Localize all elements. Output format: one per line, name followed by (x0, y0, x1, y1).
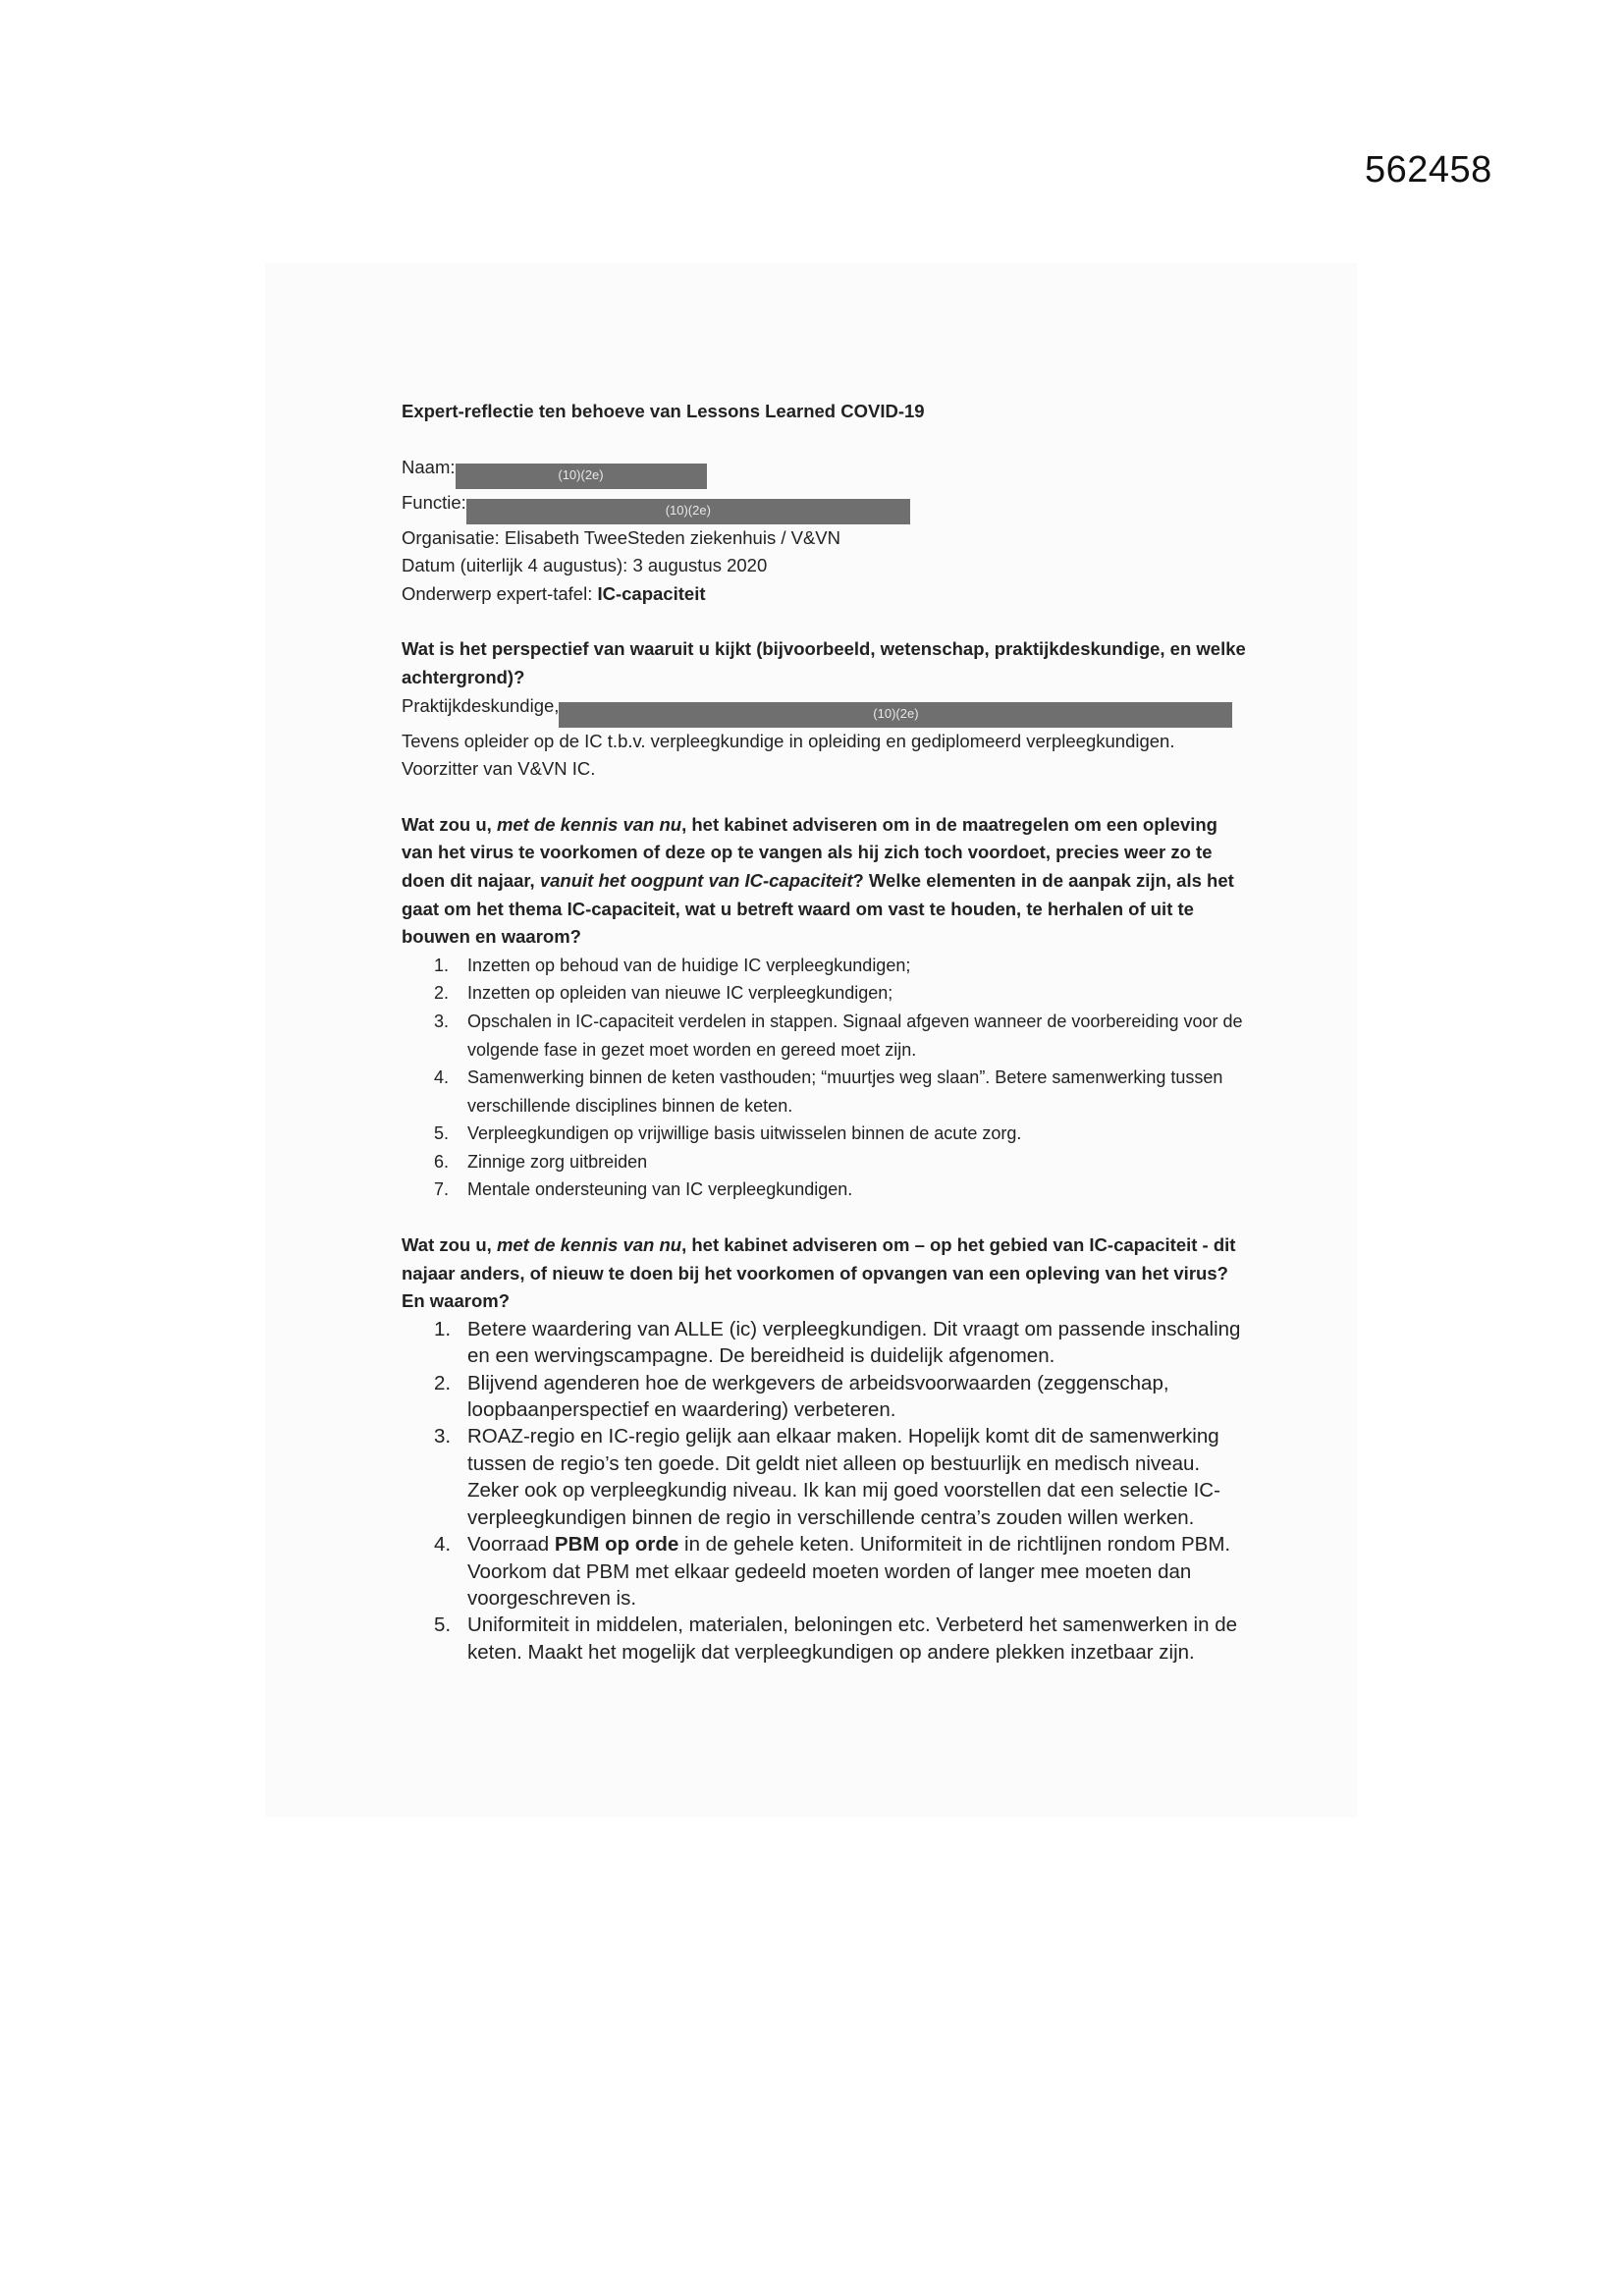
redaction-functie: (10)(2e) (466, 499, 910, 524)
list-text: Uniformiteit in middelen, materialen, beloningen etc. Verbeterd het samenwerken in de keten. Maakt het mogelijk dat verpleegkundigen op andere plekken inzetbaar zijn. (467, 1613, 1237, 1664)
q2-text-1: Wat zou u, (402, 813, 497, 835)
list-number: 1. (434, 955, 450, 975)
question-2 (402, 811, 1246, 952)
meta-block (402, 454, 1246, 609)
list-item (402, 1064, 1246, 1120)
q3-list (402, 1316, 1246, 1666)
list-item (402, 1175, 1246, 1204)
question-3 (402, 1231, 1246, 1316)
answer-1-line-1 (402, 692, 1246, 728)
list-item (402, 1612, 1246, 1666)
q2-text-3: ? Welke elementen in de aanpak zijn, als het gaat om het thema IC-capaciteit, wat u betreft waard om vast te houden, te herhalen of uit te bouwen en waarom? (402, 869, 1234, 948)
list-text: Zinnige zorg uitbreiden (467, 1151, 648, 1172)
organisatie-line: Organisatie: Elisabeth TweeSteden ziekenhuis / V&VN (402, 526, 840, 548)
list-text: Blijvend agenderen hoe de werkgevers de arbeidsvoorwaarden (zeggenschap, loopbaanperspectief en waardering) verbeteren. (467, 1371, 1169, 1422)
list-number: 5. (434, 1123, 450, 1144)
q3-text-1: Wat zou u, (402, 1234, 497, 1256)
list-number: 1. (434, 1317, 452, 1340)
redaction-praktijk: (10)(2e) (559, 702, 1232, 728)
list-text-pre: Voorraad (467, 1533, 555, 1557)
redaction-naam: (10)(2e) (456, 464, 707, 489)
question-1: Wat is het perspectief van waaruit u kijkt (bijvoorbeeld, wetenschap, praktijkdeskundige, en welke achtergrond)? (402, 638, 1246, 687)
list-item (402, 1370, 1246, 1424)
list-number: 3. (434, 1425, 452, 1449)
document-title: Expert-reflectie ten behoeve van Lessons Learned COVID-19 (402, 401, 925, 421)
onderwerp-label: Onderwerp expert-tafel: (402, 582, 598, 604)
naam-line (402, 454, 1246, 489)
list-number: 2. (434, 1371, 452, 1394)
list-text: Mentale ondersteuning van IC verpleegkundigen. (467, 1179, 853, 1200)
list-number: 3. (434, 1011, 450, 1031)
list-number: 2. (434, 983, 450, 1004)
list-text: Betere waardering van ALLE (ic) verpleegkundigen. Dit vraagt om passende inschaling en een wervingscampagne. De bereidheid is duidelijk afgenomen. (467, 1317, 1241, 1368)
list-text: Inzetten op behoud van de huidige IC verpleegkundigen; (467, 955, 911, 975)
list-item (402, 1316, 1246, 1370)
list-number: 5. (434, 1613, 452, 1637)
list-text: ROAZ-regio en IC-regio gelijk aan elkaar maken. Hopelijk komt dit de samenwerking tussen de regio’s ten goede. Dit geldt niet alleen op bestuurlijk en medisch niveau. Zeker ook op verpleegkundig niveau. Ik kan mij goed voorstellen dat een selectie IC-verpleegkundigen binnen de regio in verschillende centra’s zouden willen werken. (467, 1425, 1220, 1529)
list-number: 4. (434, 1067, 450, 1088)
list-item (402, 1423, 1246, 1531)
list-item (402, 1120, 1246, 1148)
list-number: 7. (434, 1179, 450, 1200)
praktijk-label: Praktijkdeskundige, (402, 694, 560, 716)
onderwerp-line (402, 580, 1246, 609)
document-number: 562458 (1365, 149, 1492, 191)
q2-italic-2: vanuit het oogpunt van IC-capaciteit (539, 869, 853, 891)
list-text: in de gehele keten. Uniformiteit in de richtlijnen rondom PBM. Voorkom dat PBM met elkaar gedeeld moeten worden of langer mee moeten dan voorgeschreven is. (467, 1533, 1231, 1610)
list-text: Verpleegkundigen op vrijwillige basis uitwisselen binnen de acute zorg. (467, 1123, 1022, 1144)
list-item (402, 1531, 1246, 1612)
document-body (402, 398, 1246, 1666)
naam-label: Naam: (402, 456, 456, 477)
list-text-bold: PBM op orde (554, 1533, 679, 1557)
list-number: 4. (434, 1533, 452, 1557)
datum-line: Datum (uiterlijk 4 augustus): 3 augustus 2020 (402, 555, 768, 576)
q3-text-2: , het kabinet adviseren om – op het gebied van IC-capaciteit - dit najaar anders, of nieuw te doen bij het voorkomen of opvangen van een opleving van het virus? En waarom? (402, 1234, 1236, 1312)
functie-line (402, 489, 1246, 524)
list-text: Inzetten op opleiden van nieuwe IC verpleegkundigen; (467, 983, 893, 1004)
q2-italic-1: met de kennis van nu (496, 813, 682, 835)
q3-italic-1: met de kennis van nu (496, 1234, 682, 1256)
list-item (402, 1148, 1246, 1176)
onderwerp-value: IC-capaciteit (597, 582, 706, 604)
answer-1-line-2: Tevens opleider op de IC t.b.v. verpleegkundige in opleiding en gediplomeerd verpleegkundigen. (402, 730, 1175, 751)
list-number: 6. (434, 1151, 450, 1172)
list-text: Samenwerking binnen de keten vasthouden; “muurtjes weg slaan”. Betere samenwerking tussen verschillende disciplines binnen de keten. (467, 1067, 1223, 1116)
list-item (402, 1008, 1246, 1064)
list-item (402, 979, 1246, 1008)
q2-text-2: , het kabinet adviseren om in de maatregelen om een opleving van het virus te voorkomen of deze op te vangen als hij zich toch voordoet, precies weer zo te doen dit najaar, (402, 813, 1217, 891)
functie-label: Functie: (402, 491, 466, 513)
list-text: Opschalen in IC-capaciteit verdelen in stappen. Signaal afgeven wanneer de voorbereiding voor de volgende fase in gezet moet worden en gereed moet zijn. (467, 1011, 1243, 1060)
q2-list (402, 952, 1246, 1204)
list-item (402, 952, 1246, 980)
answer-1-line-3: Voorzitter van V&VN IC. (402, 758, 596, 780)
